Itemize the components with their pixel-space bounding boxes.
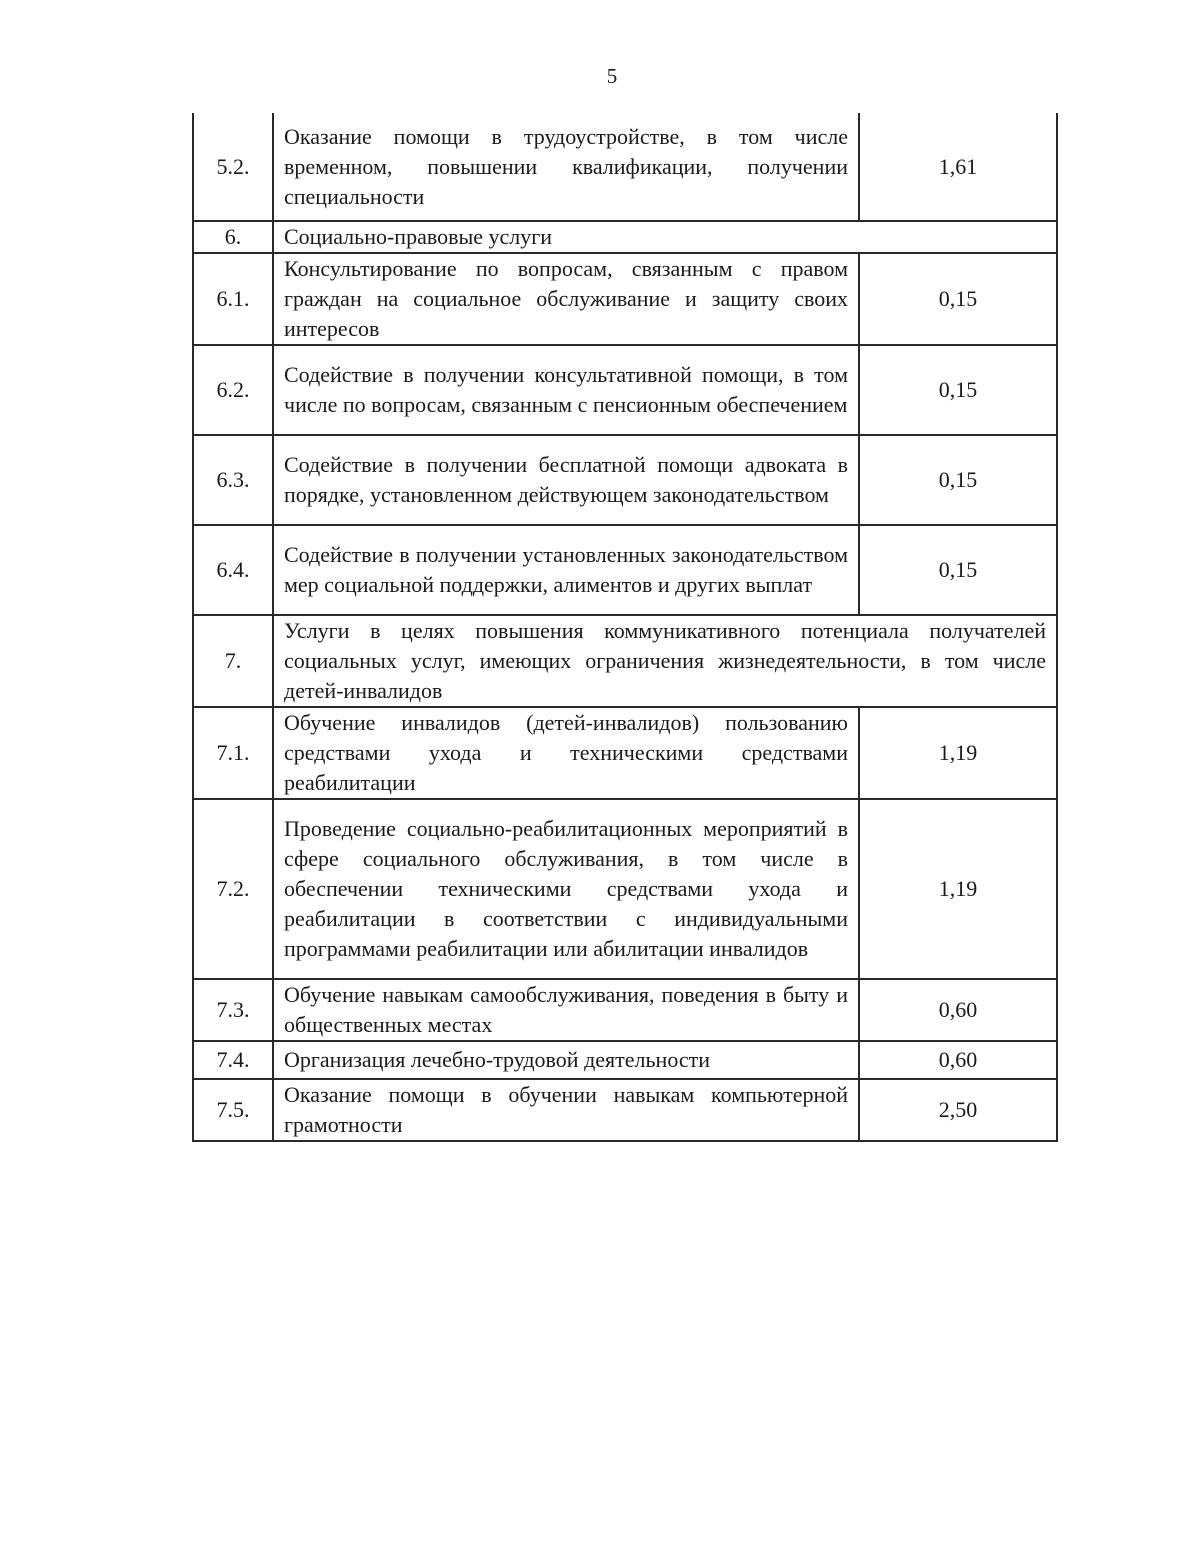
section-number: 7. <box>193 615 273 707</box>
section-row <box>193 615 1057 707</box>
row-value: 2,50 <box>859 1079 1057 1141</box>
table-row <box>193 979 1057 1041</box>
row-number: 7.2. <box>193 799 273 979</box>
row-number: 7.4. <box>193 1041 273 1079</box>
services-table <box>192 113 1058 1142</box>
table-row <box>193 345 1057 435</box>
row-number: 5.2. <box>193 113 273 221</box>
table-row <box>193 253 1057 345</box>
row-description: Содействие в получении консультативной помощи, в том числе по вопросам, связанным с пенсионным обеспечением <box>273 345 859 435</box>
row-value: 0,60 <box>859 979 1057 1041</box>
row-description: Обучение инвалидов (детей-инвалидов) пользованию средствами ухода и техническими средствами реабилитации <box>273 707 859 799</box>
row-number: 6.3. <box>193 435 273 525</box>
section-title: Социально-правовые услуги <box>273 221 1057 253</box>
row-description: Содействие в получении бесплатной помощи адвоката в порядке, установленном действующем законодательством <box>273 435 859 525</box>
table-row <box>193 435 1057 525</box>
table-row <box>193 1079 1057 1141</box>
row-number: 6.1. <box>193 253 273 345</box>
row-number: 6.2. <box>193 345 273 435</box>
row-value: 1,19 <box>859 799 1057 979</box>
row-description: Оказание помощи в трудоустройстве, в том числе временном, повышении квалификации, получении специальности <box>273 113 859 221</box>
section-title: Услуги в целях повышения коммуникативного потенциала получателей социальных услуг, имеющих ограничения жизнедеятельности, в том числе детей-инвалидов <box>273 615 1057 707</box>
section-row <box>193 221 1057 253</box>
table-row <box>193 1041 1057 1079</box>
row-value: 0,15 <box>859 435 1057 525</box>
row-description: Обучение навыкам самообслуживания, поведения в быту и общественных местах <box>273 979 859 1041</box>
row-number: 6.4. <box>193 525 273 615</box>
row-value: 1,61 <box>859 113 1057 221</box>
row-description: Консультирование по вопросам, связанным с правом граждан на социальное обслуживание и защиту своих интересов <box>273 253 859 345</box>
row-value: 1,19 <box>859 707 1057 799</box>
row-description: Организация лечебно-трудовой деятельности <box>273 1041 859 1079</box>
row-value: 0,15 <box>859 345 1057 435</box>
row-value: 0,15 <box>859 525 1057 615</box>
row-value: 0,60 <box>859 1041 1057 1079</box>
row-description: Оказание помощи в обучении навыкам компьютерной грамотности <box>273 1079 859 1141</box>
row-value: 0,15 <box>859 253 1057 345</box>
table-row <box>193 525 1057 615</box>
page-number: 5 <box>606 64 618 88</box>
table-row <box>193 707 1057 799</box>
section-number: 6. <box>193 221 273 253</box>
table-row <box>193 799 1057 979</box>
table-row <box>193 113 1057 221</box>
row-number: 7.3. <box>193 979 273 1041</box>
row-description: Проведение социально-реабилитационных мероприятий в сфере социального обслуживания, в том числе в обеспечении техническими средствами ухода и реабилитации в соответствии с индивидуальными программами реабилитации или абилитации инвалидов <box>273 799 859 979</box>
row-number: 7.1. <box>193 707 273 799</box>
row-description: Содействие в получении установленных законодательством мер социальной поддержки, алиментов и других выплат <box>273 525 859 615</box>
row-number: 7.5. <box>193 1079 273 1141</box>
